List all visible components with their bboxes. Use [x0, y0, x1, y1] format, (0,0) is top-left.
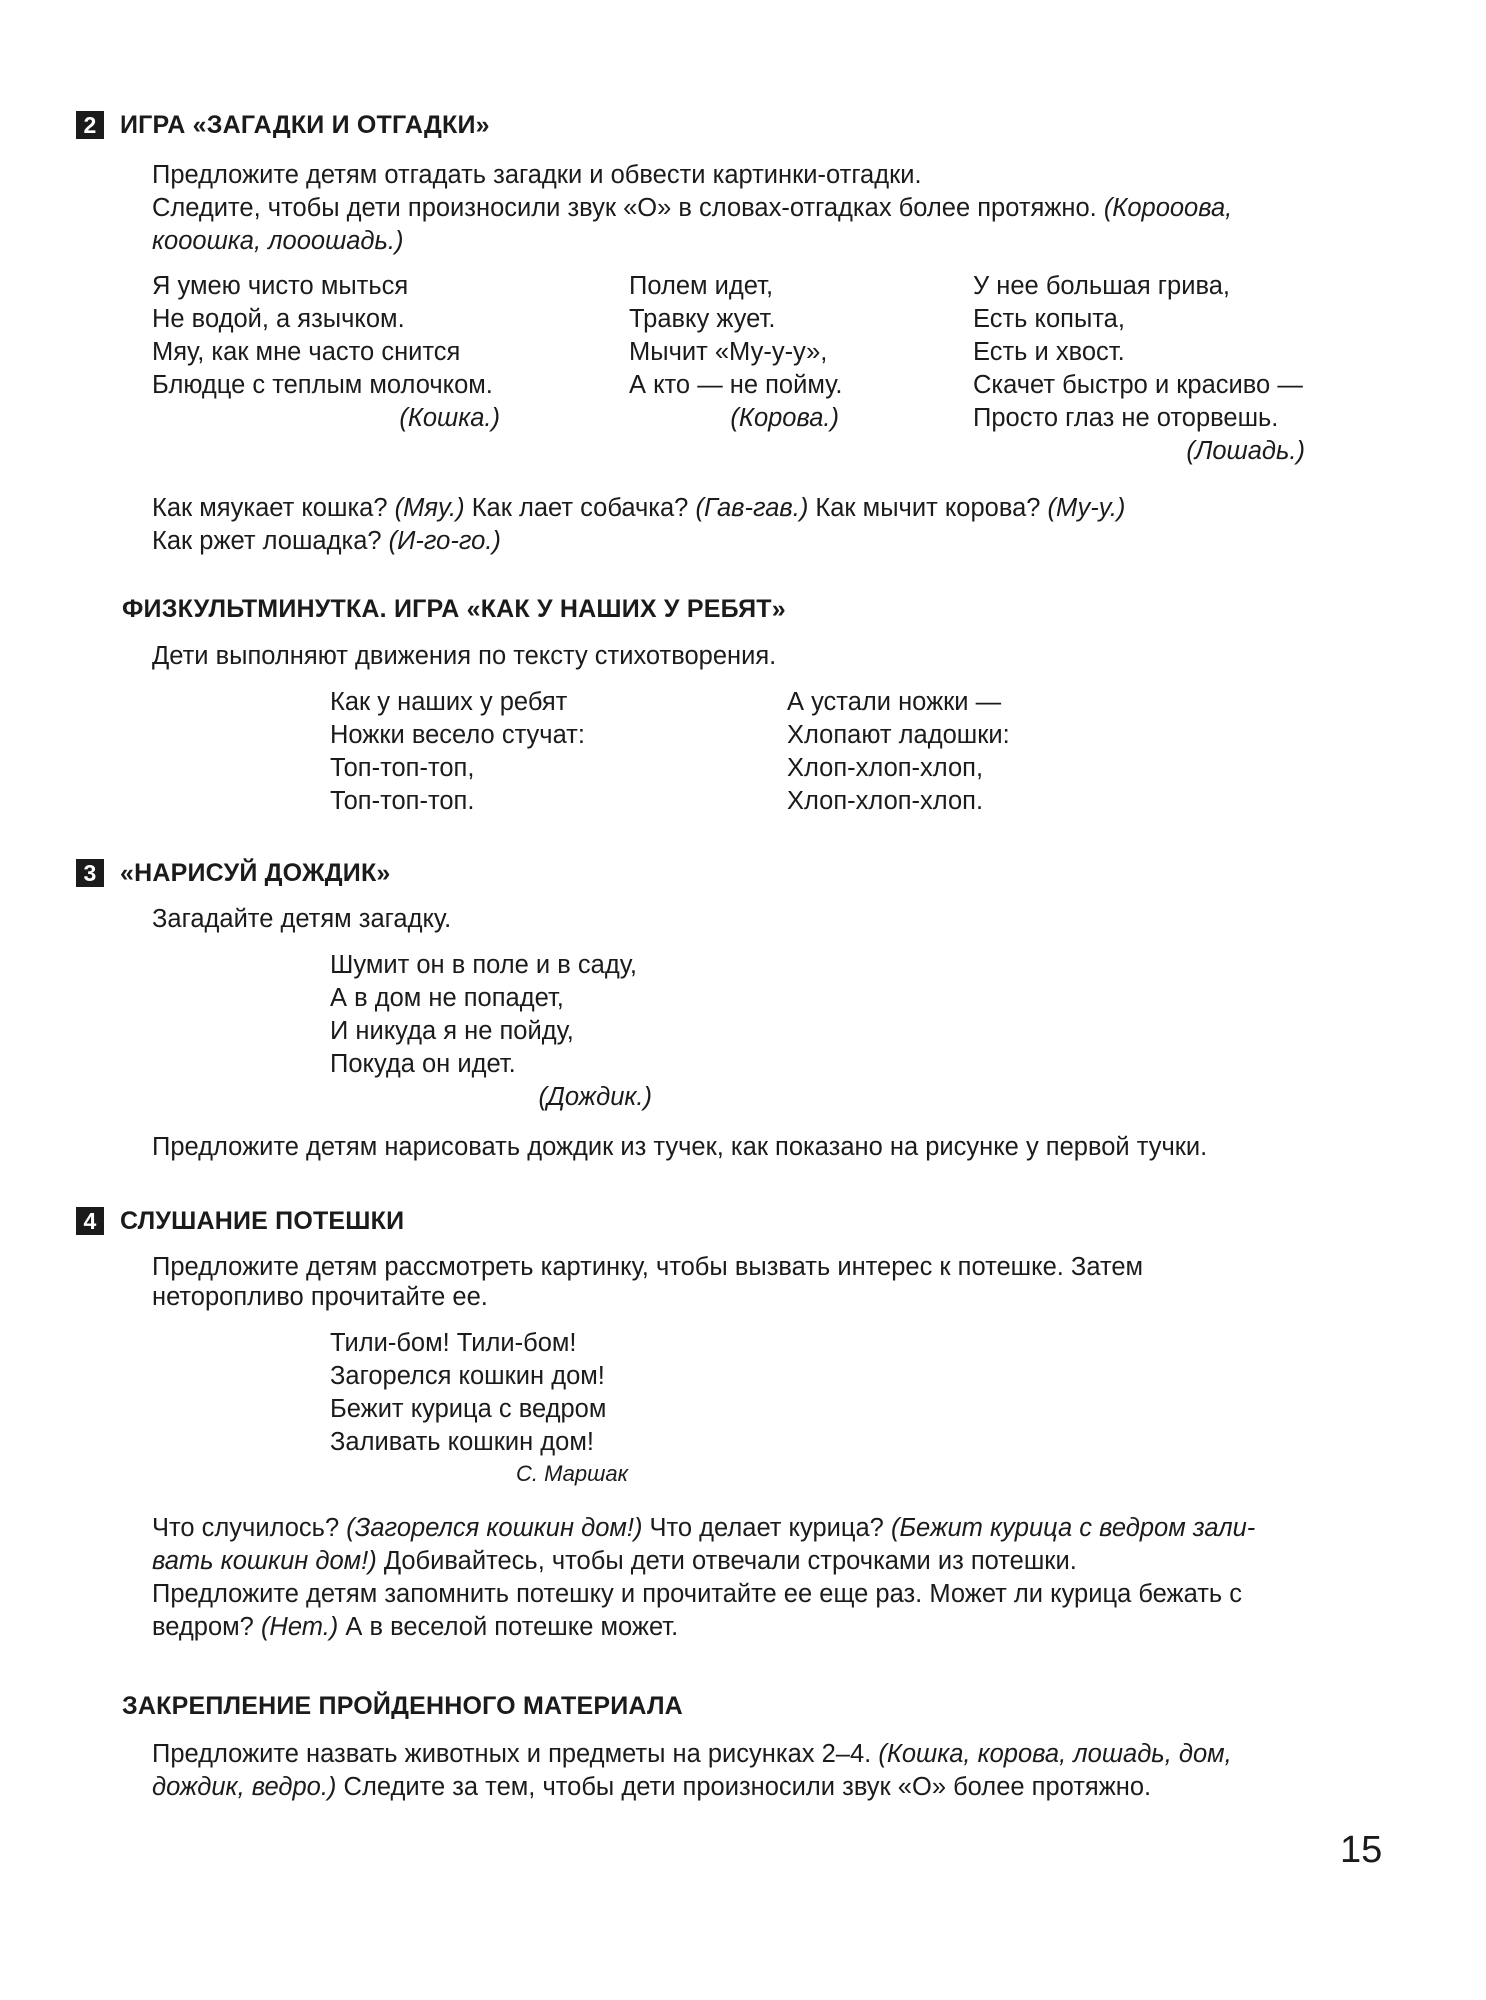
- paragraph-line: Загадайте детям загадку.: [152, 905, 452, 933]
- text-run: Следите за тем, чтобы дети произносили звук «О» более протяжно.: [336, 1773, 1152, 1801]
- poem-line: Не водой, а язычком.: [152, 305, 405, 333]
- italic-run: (Бежит курица с ведром зали-: [890, 1514, 1256, 1542]
- section-4-discussion: [152, 1512, 1332, 1644]
- italic-run: (Загорелся кошкин дом!): [346, 1514, 643, 1542]
- section-title: ЗАКРЕПЛЕНИЕ ПРОЙДЕННОГО МАТЕРИАЛА: [122, 1692, 683, 1720]
- paragraph-line: [152, 1611, 1332, 1644]
- poem-line: Травку жует.: [629, 305, 776, 333]
- poem-line: Как у наших у ребят: [330, 688, 568, 716]
- section-4-heading: [76, 1206, 404, 1236]
- section-3-intro: [152, 903, 1332, 936]
- page-number: 15: [1340, 1829, 1383, 1871]
- riddle-cat: [152, 270, 502, 435]
- poem-line: Есть копыта,: [973, 305, 1125, 333]
- text-run: Что делает курица?: [642, 1514, 891, 1542]
- poem-line: Бежит курица с ведром: [330, 1395, 607, 1423]
- text-run: Предложите назвать животных и предметы на рисунках 2–4.: [152, 1740, 879, 1768]
- poem-line: Ножки весело стучат:: [330, 721, 585, 749]
- poem-line: И никуда я не пойду,: [330, 1017, 574, 1045]
- rhyme-author: С. Маршак: [515, 1461, 628, 1486]
- text-run: Как ржет лошадка?: [152, 527, 389, 555]
- paragraph-line: Дети выполняют движения по тексту стихотворения.: [152, 642, 777, 670]
- section-4-intro: [152, 1251, 1332, 1314]
- poem-line: Покуда он идет.: [330, 1050, 516, 1078]
- paragraph-line: [152, 492, 1332, 525]
- section-3-outro: [152, 1131, 1332, 1164]
- poem-line: Я умею чисто мыться: [152, 272, 409, 300]
- review-heading: [122, 1691, 683, 1721]
- section-2-intro: [152, 159, 1332, 258]
- section-2-heading: [76, 110, 490, 140]
- paragraph-line: [152, 1771, 1332, 1804]
- poem-line: Хлоп-хлоп-хлоп,: [787, 754, 984, 782]
- paragraph-line: Предложите детям запомнить потешку и прочитайте ее еще раз. Может ли курица бежать с: [152, 1580, 1243, 1608]
- poem-line: Тили-бом! Тили-бом!: [330, 1329, 577, 1357]
- text-run: Как лает собачка?: [464, 494, 696, 522]
- italic-run: (Нет.): [260, 1613, 339, 1641]
- rain-riddle: [330, 949, 652, 1114]
- poem-line: Топ-топ-топ.: [330, 787, 475, 815]
- riddle-cow: [629, 270, 843, 435]
- text-run: Добивайтесь, чтобы дети отвечали строчками из потешки.: [376, 1547, 1077, 1575]
- poem-line: Хлоп-хлоп-хлоп.: [787, 787, 984, 815]
- paragraph-line: неторопливо прочитайте ее.: [152, 1283, 488, 1311]
- section-number-badge: 2: [76, 111, 104, 139]
- poem-line: Мяу, как мне часто снится: [152, 338, 461, 366]
- text-run: Как мяукает кошка?: [152, 494, 395, 522]
- italic-run: (Гав-гав.): [695, 494, 809, 522]
- poem-line: Шумит он в поле и в саду,: [330, 951, 637, 979]
- italic-run: вать кошкин дом!): [152, 1547, 377, 1575]
- poem-line: Полем идет,: [629, 272, 774, 300]
- paragraph-line: Предложите детям нарисовать дождик из тучек, как показано на рисунке у первой тучки.: [152, 1133, 1208, 1161]
- paragraph-line: Предложите детям отгадать загадки и обвести картинки-отгадки.: [152, 161, 922, 189]
- riddle-answer: (Кошка.): [399, 404, 500, 432]
- poem-line: Заливать кошкин дом!: [330, 1428, 594, 1456]
- nursery-rhyme: [330, 1327, 628, 1489]
- poem-line: Топ-топ-топ,: [330, 754, 475, 782]
- review-paragraph: [152, 1738, 1332, 1804]
- poem-line: А в дом не попадет,: [330, 984, 564, 1012]
- paragraph-line: Предложите детям рассмотреть картинку, чтобы вызвать интерес к потешке. Затем: [152, 1253, 1144, 1281]
- section-number-badge: 3: [76, 859, 104, 887]
- poem-line: А устали ножки —: [787, 688, 1002, 716]
- riddle-horse: [973, 270, 1305, 468]
- poem-line: Скачет быстро и красиво —: [973, 371, 1303, 399]
- italic-run: (Му-у.): [1047, 494, 1126, 522]
- poem-line: Есть и хвост.: [973, 338, 1125, 366]
- poem-line: Блюдце с теплым молочком.: [152, 371, 493, 399]
- text-run: А в веселой потешке может.: [338, 1613, 679, 1641]
- fizminutka-intro: [152, 640, 1332, 673]
- fizminutka-stanza-1: [330, 686, 585, 818]
- section-2-questions: [152, 492, 1332, 558]
- text-run: ведром?: [152, 1613, 261, 1641]
- paragraph-line: [152, 1512, 1332, 1545]
- poem-line: Мычит «Му-у-у»,: [629, 338, 828, 366]
- text-run: Что случилось?: [152, 1514, 347, 1542]
- text-run: Следите, чтобы дети произносили звук «О» в словах-отгадках более протяжно.: [152, 194, 1104, 222]
- section-title: «НАРИСУЙ ДОЖДИК»: [120, 859, 391, 887]
- italic-run: (Кошка, корова, лошадь, дом,: [878, 1740, 1232, 1768]
- riddle-answer: (Корова.): [730, 404, 839, 432]
- paragraph-line: [152, 1738, 1332, 1771]
- italic-run: (И-го-го.): [388, 527, 501, 555]
- italic-run: (Мяу.): [394, 494, 465, 522]
- paragraph-line: [152, 525, 1332, 558]
- section-number-badge: 4: [76, 1207, 104, 1235]
- poem-line: У нее большая грива,: [973, 272, 1230, 300]
- poem-line: Хлопают ладошки:: [787, 721, 1010, 749]
- italic-run: дождик, ведро.): [152, 1773, 337, 1801]
- poem-line: Просто глаз не оторвешь.: [973, 404, 1279, 432]
- italic-run: (Корооова,: [1103, 194, 1233, 222]
- paragraph-line: [152, 1545, 1332, 1578]
- section-title: СЛУШАНИЕ ПОТЕШКИ: [120, 1207, 405, 1235]
- poem-line: Загорелся кошкин дом!: [330, 1362, 605, 1390]
- riddle-answer: (Дождик.): [538, 1083, 652, 1111]
- paragraph-line: кооошка, лооошадь.): [152, 227, 404, 255]
- fizminutka-heading: [122, 594, 786, 624]
- text-run: Как мычит корова?: [808, 494, 1048, 522]
- paragraph-line: [152, 192, 1332, 225]
- poem-line: А кто — не пойму.: [629, 371, 843, 399]
- section-title: ИГРА «ЗАГАДКИ И ОТГАДКИ»: [120, 111, 490, 139]
- fizminutka-stanza-2: [787, 686, 1010, 818]
- riddle-answer: (Лошадь.): [1186, 437, 1305, 465]
- section-title: ФИЗКУЛЬТМИНУТКА. ИГРА «КАК У НАШИХ У РЕБЯТ»: [122, 595, 786, 623]
- section-3-heading: [76, 858, 391, 888]
